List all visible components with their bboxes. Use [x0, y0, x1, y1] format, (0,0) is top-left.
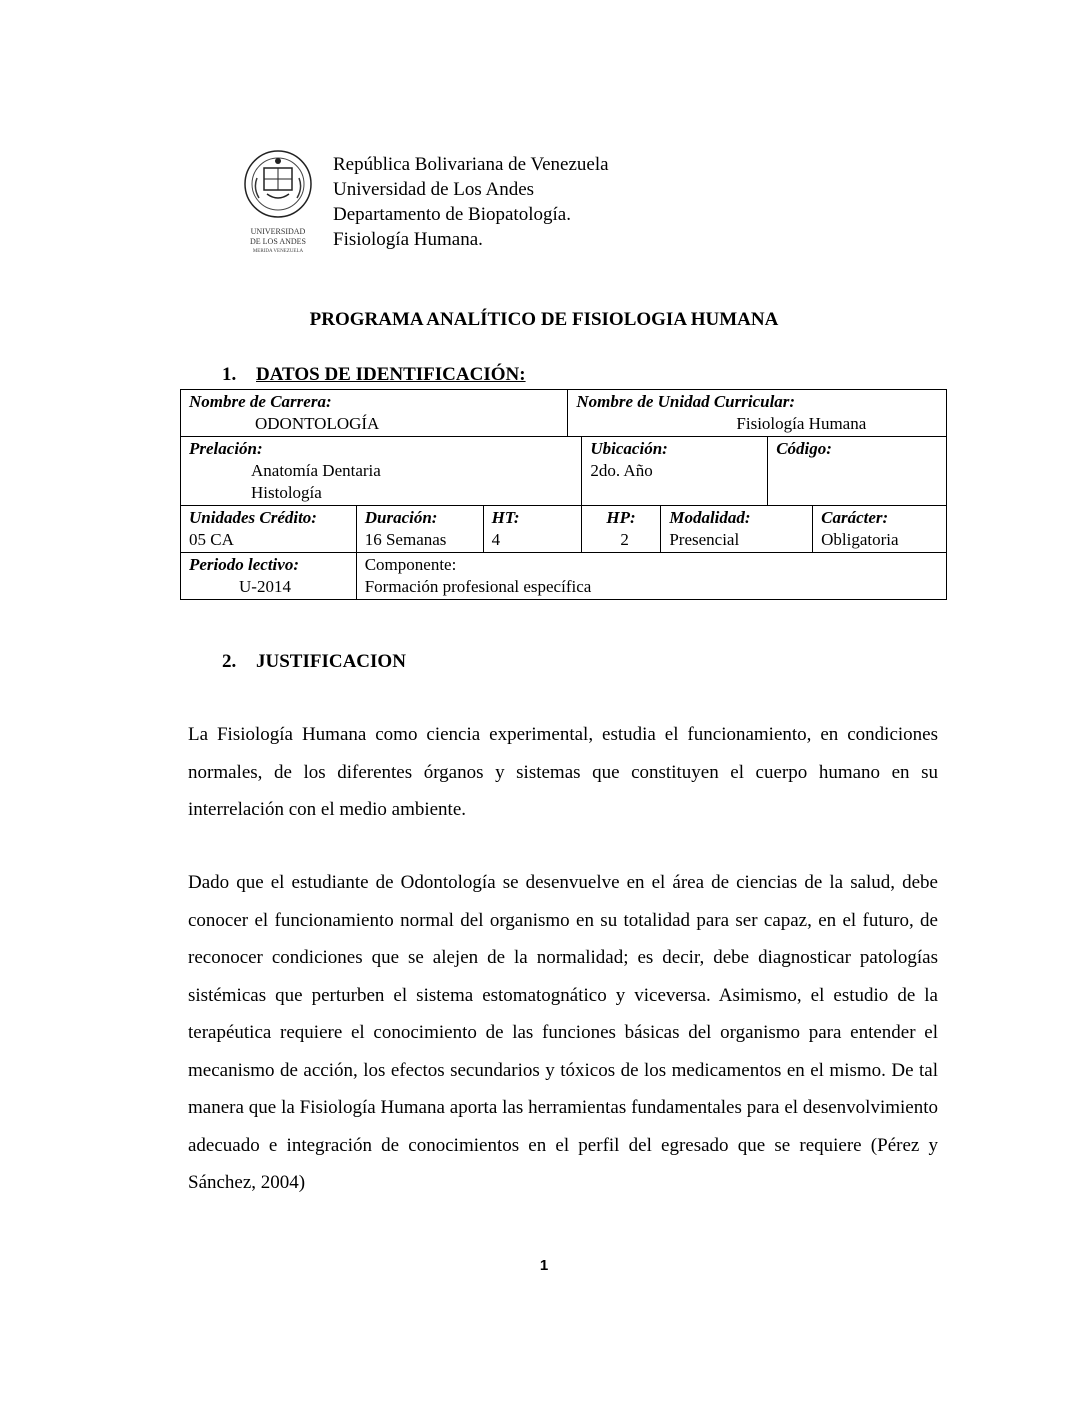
componente-cell: Componente: Formación profesional específica	[356, 553, 946, 600]
creditos-cell: Unidades Crédito: 05 CA	[181, 506, 357, 553]
svg-text:UNIVERSIDAD: UNIVERSIDAD	[250, 227, 306, 236]
document-title: PROGRAMA ANALÍTICO DE FISIOLOGIA HUMANA	[309, 309, 779, 330]
ubicacion-cell: Ubicación: 2do. Año	[582, 437, 768, 506]
header-line-department: Departamento de Biopatología.	[333, 204, 571, 225]
university-seal-logo	[243, 148, 313, 256]
document-header	[243, 148, 843, 258]
page-number: 1	[539, 1257, 549, 1274]
unidad-curricular-cell: Nombre de Unidad Curricular: Fisiología Humana	[568, 390, 947, 437]
section-heading-justification: 2. JUSTIFICACION	[222, 651, 406, 672]
institution-lines	[333, 152, 609, 252]
modalidad-cell: Modalidad: Presencial	[661, 506, 813, 553]
periodo-cell: Periodo lectivo: U-2014	[181, 553, 357, 600]
table-row	[181, 553, 947, 600]
header-line-republic: República Bolivariana de Venezuela	[333, 154, 609, 175]
justification-paragraph-1: La Fisiología Humana como ciencia experimental, estudia el funcionamiento, en condiciones normales, de los diferentes órganos y sistemas que constituyen el cuerpo humano en su interrelación con el medio ambiente.	[188, 724, 938, 820]
svg-text:DE LOS ANDES: DE LOS ANDES	[249, 237, 307, 246]
section-heading-identification: 1. DATOS DE IDENTIFICACIÓN:	[222, 364, 526, 385]
header-line-subject: Fisiología Humana.	[333, 229, 483, 250]
hp-cell: HP: 2	[582, 506, 661, 553]
codigo-cell: Código:	[768, 437, 947, 506]
duracion-cell: Duración: 16 Semanas	[356, 506, 483, 553]
table-row	[181, 437, 947, 506]
header-line-university: Universidad de Los Andes	[333, 179, 535, 200]
table-row	[181, 506, 947, 553]
justification-paragraph-2: Dado que el estudiante de Odontología se desenvuelve en el área de ciencias de la salud, debe conocer el funcionamiento normal del organismo en su totalidad para ser capaz, en el futuro, de reconocer condiciones que se alejen de la normalidad; es decir, debe diagnosticar patologías sistémicas que perturben el sistema estomatognático y viceversa. Asimismo, el estudio de la terapéutica requiere el conocimiento de las funciones básicas del organismo para entender el mecanismo de acción, los efectos secundarios y tóxicos de los medicamentos en el mismo. De tal manera que la Fisiología Humana aporta las herramientas fundamentales para el desenvolvimiento adecuado e integración de conocimientos en el perfil del egresado que se requiere (Pérez y Sánchez, 2004)	[188, 872, 938, 1193]
prelacion-cell: Prelación: Anatomía Dentaria Histología	[181, 437, 582, 506]
carrera-cell: Nombre de Carrera: ODONTOLOGÍA	[181, 390, 568, 437]
ht-cell: HT: 4	[483, 506, 582, 553]
svg-text:MERIDA VENEZUELA: MERIDA VENEZUELA	[252, 249, 304, 254]
table-row	[181, 390, 947, 437]
identification-table	[180, 389, 947, 600]
caracter-cell: Carácter: Obligatoria	[813, 506, 947, 553]
